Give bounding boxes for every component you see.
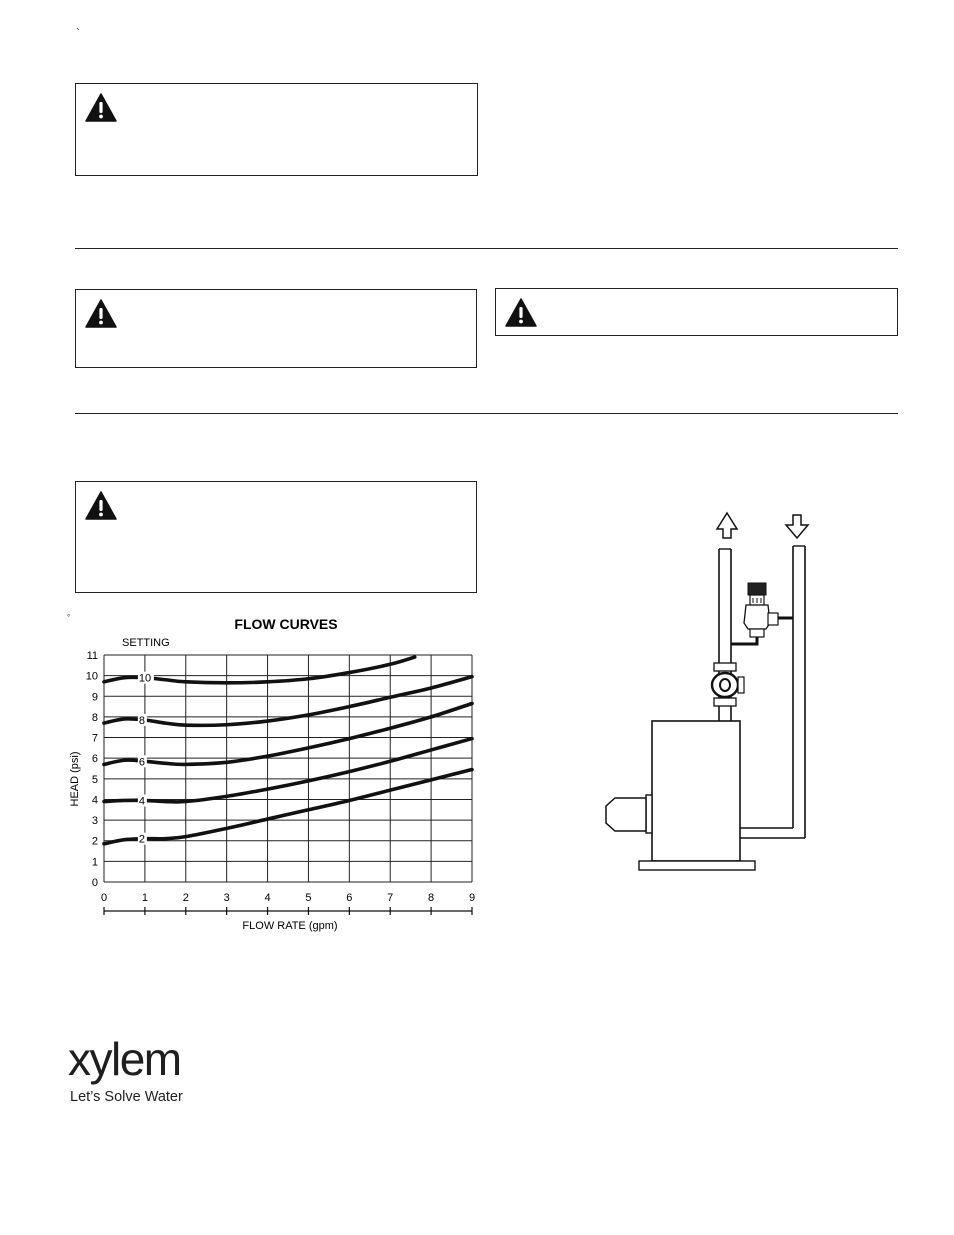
- flow-curve-setting-8: [104, 677, 472, 726]
- x-tick-label: 5: [305, 892, 312, 904]
- xylem-logo: xylem: [68, 1033, 181, 1085]
- y-tick-label: 5: [91, 773, 98, 786]
- y-tick-label: 8: [91, 711, 98, 724]
- warning-box-3: [495, 288, 898, 336]
- y-tick-label: 10: [85, 670, 98, 683]
- y-tick-label: 2: [91, 835, 98, 848]
- x-tick-label: 6: [346, 892, 353, 904]
- warning-triangle-icon: [85, 491, 117, 520]
- series-label-2: 2: [138, 833, 146, 846]
- chart-x-label: FLOW RATE (gpm): [242, 920, 338, 932]
- x-tick-label: 2: [182, 892, 189, 904]
- outflow-arrow-icon: [717, 513, 737, 538]
- chart-y-label: HEAD (psi): [69, 751, 81, 807]
- boiler-body: [639, 721, 755, 870]
- y-tick-label: 6: [91, 753, 98, 766]
- x-tick-label: 9: [468, 892, 476, 904]
- chart-title: FLOW CURVES: [234, 616, 338, 632]
- boiler-piping-diagram: [590, 505, 830, 875]
- circulator-pump-icon: [712, 663, 744, 706]
- series-label-8: 8: [138, 715, 146, 728]
- x-tick-label: 0: [100, 892, 108, 904]
- xylem-tagline: Let’s Solve Water: [70, 1089, 183, 1105]
- warning-box-4: [75, 481, 477, 593]
- x-tick-label: 3: [223, 892, 230, 904]
- flow-curves-chart: [62, 608, 492, 938]
- series-label-10: 10: [138, 672, 152, 685]
- series-label-6: 6: [138, 756, 146, 769]
- warning-triangle-icon: [505, 298, 537, 327]
- flow-curve-setting-2: [104, 770, 472, 844]
- flow-curve-setting-4: [104, 739, 472, 802]
- section-divider-1: [75, 248, 898, 249]
- x-tick-label: 4: [264, 892, 271, 904]
- chart-grid: [104, 655, 472, 882]
- y-tick-label: 3: [91, 815, 98, 828]
- section-divider-2: [75, 413, 898, 414]
- chart-corner-mark: °: [67, 613, 71, 622]
- warning-box-2: [75, 289, 477, 368]
- inflow-arrow-icon: [786, 515, 808, 538]
- y-tick-label: 7: [91, 732, 98, 745]
- chart-legend-title: SETTING: [122, 637, 170, 649]
- y-tick-label: 4: [91, 794, 98, 807]
- burner-icon: [606, 795, 652, 833]
- chart-series-group: [104, 657, 472, 846]
- x-tick-label: 7: [387, 892, 394, 904]
- x-tick-label: 1: [141, 892, 148, 904]
- bypass-valve: [731, 583, 793, 644]
- y-tick-label: 1: [91, 856, 98, 869]
- warning-triangle-icon: [85, 93, 117, 122]
- series-label-4: 4: [138, 795, 146, 808]
- x-tick-label: 8: [428, 892, 435, 904]
- y-tick-label: 9: [91, 691, 98, 704]
- y-tick-label: 0: [91, 877, 98, 889]
- warning-triangle-icon: [85, 299, 117, 328]
- corner-mark: `: [76, 26, 80, 40]
- warning-box-1: [75, 83, 478, 176]
- y-tick-label: 11: [86, 650, 98, 662]
